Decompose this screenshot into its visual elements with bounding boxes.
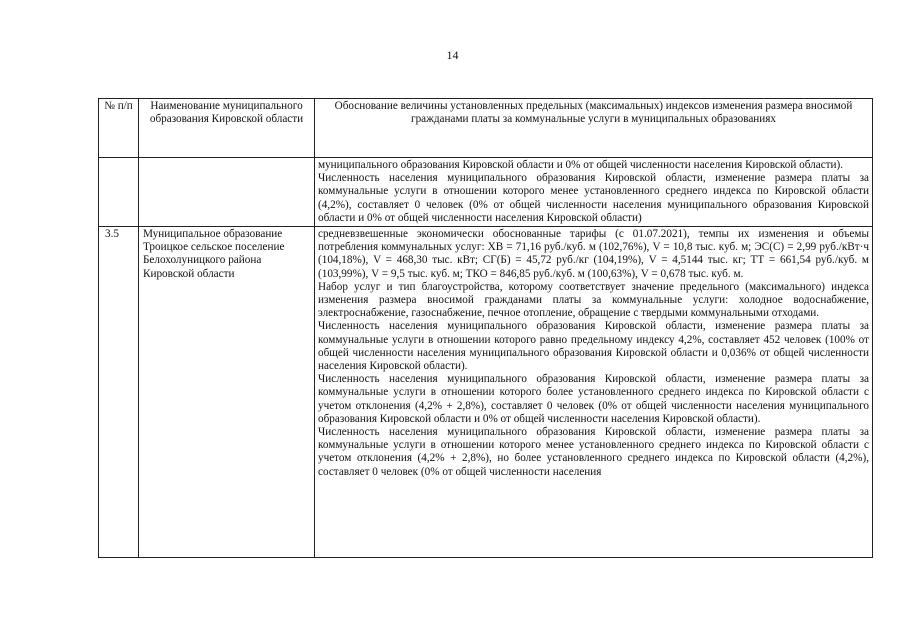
paragraph: средневзвешенные экономически обоснованные тарифы (с 01.07.2021), темпы их изменения и объемы потребления коммунальных услуг: ХВ = 71,16 руб./куб. м (102,76%), V = 10,8 тыс. куб. м; ЭС(С) = 2,99 руб./кВт·ч (104,18%), V = 468,30 тыс. кВт; СГ(Б) = 45,72 руб./кг (104,19%), V = 4,5144 тыс. кг; ТТ = 661,54 руб./куб. м (103,99%), V = 9,5 тыс. куб. м; ТКО = 846,85 руб./куб. м (100,63%), V = 0,678 тыс. куб. м. (318, 228, 869, 280)
row-municipality (139, 158, 315, 227)
page-number: 14 (446, 48, 459, 62)
paragraph: муниципального образования Кировской области и 0% от общей численности населения Кировской области). (318, 159, 844, 171)
row-justification (315, 158, 873, 227)
header-municipality: Наименование муниципального образования Кировской области (139, 99, 315, 158)
paragraph: Набор услуг и тип благоустройства, которому соответствует значение предельного (максимального) индекса изменения размера вносимой гражданами платы за коммунальные услуги: холодное водоснабжение, электроснабжение, газоснабжение, печное отопление, обращение с твердыми коммунальными отходами. (318, 280, 869, 320)
header-justification: Обоснование величины установленных предельных (максимальных) индексов изменения размера вносимой гражданами платы за коммунальные услуги в муниципальных образованиях (315, 99, 873, 158)
tariff-index-table (98, 98, 873, 558)
table-header-row (99, 99, 873, 158)
header-number: № п/п (99, 99, 139, 158)
row-number: 3.5 (99, 227, 139, 558)
paragraph: Численность населения муниципального образования Кировской области, изменение размера платы за коммунальные услуги в отношении которого равно предельному индексу 4,2%, составляет 452 человек (100% от общей численности населения муниципального образования Кировской области и 0,036% от общей численности населения Кировской области). (318, 320, 869, 373)
paragraph: Численность населения муниципального образования Кировской области, изменение размера платы за коммунальные услуги в отношении которого менее установленного среднего индекса по Кировской области с учетом отклонения (4,2% + 2,8%), но более установленного среднего индекса по Кировской области (4,2%), составляет 0 человек (0% от общей численности населения (318, 426, 869, 478)
paragraph: Численность населения муниципального образования Кировской области, изменение размера платы за коммунальные услуги в отношении которого более установленного среднего индекса по Кировской области с учетом отклонения (4,2% + 2,8%), составляет 0 человек (0% от общей численности населения муниципального образования Кировской области и 0% от общей численности населения Кировской области). (318, 373, 869, 425)
paragraph: Численность населения муниципального образования Кировской области, изменение размера платы за коммунальные услуги в отношении которого менее установленного среднего индекса по Кировской области (4,2%), составляет 0 человек (0% от общей численности населения муниципального образования Кировской области и 0% от общей численности населения Кировской области) (318, 172, 869, 224)
table-row-continuation (99, 158, 873, 227)
row-justification (315, 227, 873, 558)
row-number (99, 158, 139, 227)
row-municipality: Муниципальное образование Троицкое сельское поселение Белохолуницкого района Кировской области (139, 227, 315, 558)
table-row-3-5 (99, 227, 873, 558)
